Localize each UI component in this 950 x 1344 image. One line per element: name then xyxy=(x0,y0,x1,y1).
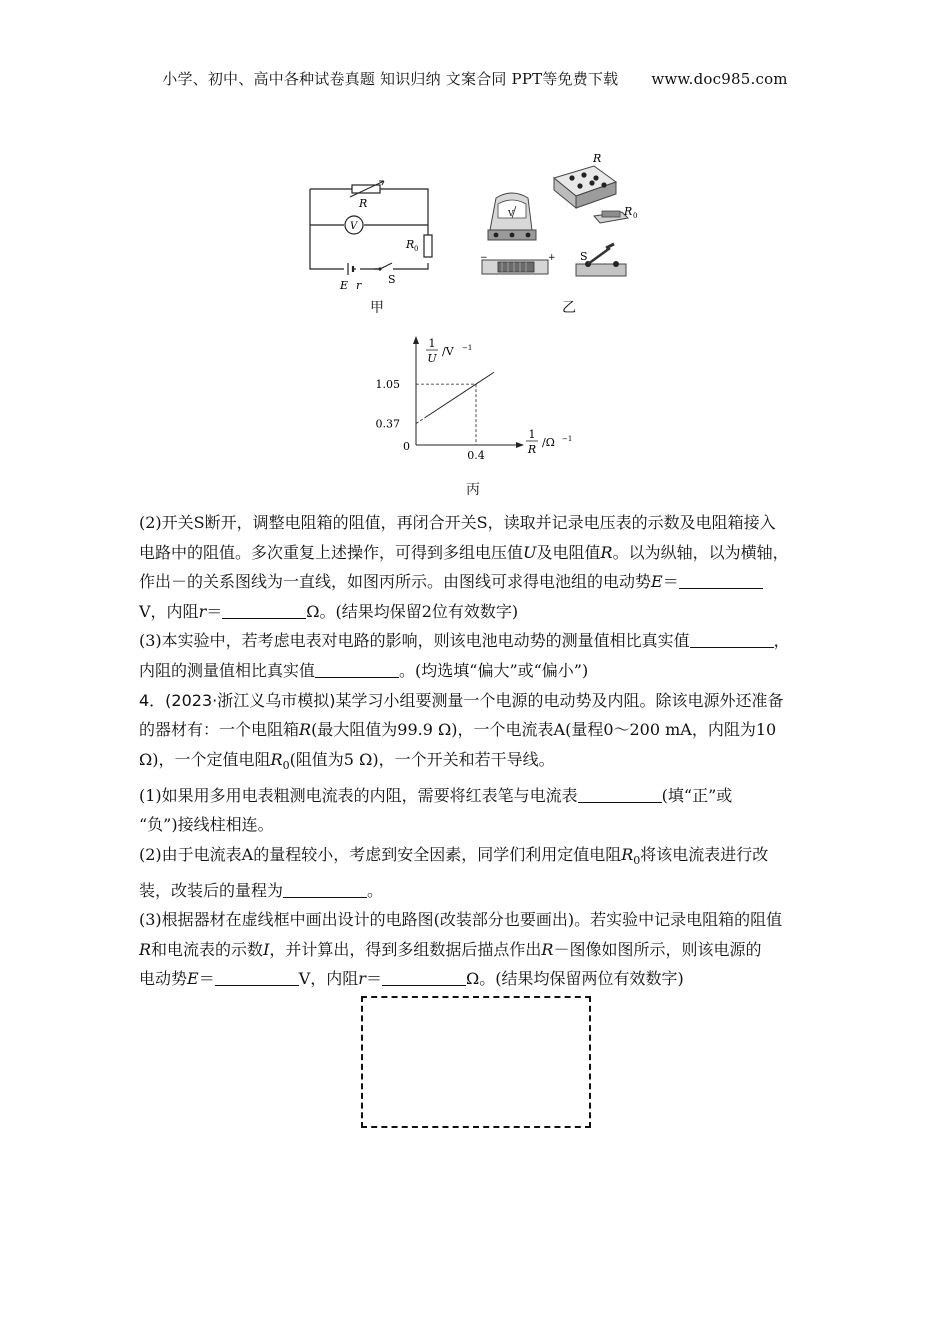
paragraph: V，内阻r＝ Ω。(结果均保留2位有效数字) xyxy=(139,601,519,621)
label-batt-plus: + xyxy=(548,253,556,263)
label-R: R xyxy=(359,197,368,210)
y-axis-label-exp: −1 xyxy=(462,344,473,352)
y-axis-arrow xyxy=(413,336,419,344)
label-meter-V: V xyxy=(508,209,514,218)
x-axis-label-num: 1 xyxy=(528,428,536,441)
paragraph: (3)本实验中，若考虑电表对电路的影响，则该电池电动势的测量值相比真实值 ， xyxy=(139,631,790,651)
answer-blank-r-bias[interactable] xyxy=(315,659,399,678)
tick-label-1-05: 1.05 xyxy=(375,378,400,392)
paragraph: 装，改装后的量程为 。 xyxy=(139,880,384,900)
y-axis-label-unit: /V xyxy=(442,345,454,358)
extrapolated-segment xyxy=(416,418,425,424)
header-url: www.doc985.com xyxy=(651,70,788,88)
tick-label-origin: 0 xyxy=(403,440,410,453)
label-R0-sub: 0 xyxy=(414,245,419,253)
paragraph: R和电流表的示数I，并计算出，得到多组数据后描点作出R－图像如图所示，则该电源的 xyxy=(139,939,762,959)
answer-blank-resistance-2[interactable] xyxy=(382,967,466,986)
y-axis-label-num: 1 xyxy=(428,337,436,350)
paragraph: 电动势E＝ V，内阻r＝ Ω。(结果均保留两位有效数字) xyxy=(139,969,684,989)
caption-bing: 丙 xyxy=(466,482,480,498)
header-text: 小学、初中、高中各种试卷真题 知识归纳 文案合同 PPT等免费下载 xyxy=(162,70,619,88)
apparatus-picture-yi xyxy=(476,148,646,288)
paragraph: (1)如果用多用电表粗测电流表的内阻，需要将红表笔与电流表 (填“正”或 xyxy=(139,785,733,805)
circuit-drawing-box[interactable] xyxy=(361,996,591,1128)
answer-blank-range[interactable] xyxy=(283,879,367,898)
label-V: V xyxy=(350,221,358,232)
paragraph: 作出－的关系图线为一直线，如图丙所示。由图线可求得电池组的电动势E＝ xyxy=(139,567,814,597)
y-axis-label-den: U xyxy=(427,352,437,365)
x-axis-arrow xyxy=(516,442,524,448)
paragraph: (2)由于电流表A的量程较小，考虑到安全因素，同学们利用定值电阻$R_0$将该电流表进行改 xyxy=(139,844,769,867)
answer-blank-terminal[interactable] xyxy=(578,784,662,803)
circuit-diagram-jia xyxy=(300,175,440,295)
paragraph: (3)根据器材在虚线框中画出设计的电路图(改装部分也要画出)。若实验中记录电阻箱的阻值 xyxy=(139,910,783,930)
answer-blank-emf-2[interactable] xyxy=(215,967,299,986)
caption-jia: 甲 xyxy=(370,300,384,316)
x-axis-label-exp: −1 xyxy=(562,435,573,443)
answer-blank-emf-bias[interactable] xyxy=(690,629,774,648)
label-S: S xyxy=(388,273,396,286)
paragraph: 电路中的阻值。多次重复上述操作，可得到多组电压值U及电阻值R。以为纵轴，以为横轴， xyxy=(139,542,789,562)
chart-bing xyxy=(375,335,580,475)
x-axis-label-unit: /Ω xyxy=(542,436,555,449)
paragraph: (2)开关S断开，调整电阻箱的阻值，再闭合开关S，读取并记录电压表的示数及电阻箱接入 xyxy=(139,513,776,532)
label-yi-R0-sub: 0 xyxy=(633,212,638,220)
label-r: r xyxy=(356,279,362,292)
series-line xyxy=(425,372,494,417)
caption-yi: 乙 xyxy=(562,300,576,316)
answer-blank-resistance[interactable] xyxy=(222,600,306,619)
paragraph: “负”)接线柱相连。 xyxy=(139,815,274,835)
page-header xyxy=(0,68,950,89)
question-text xyxy=(139,508,814,994)
label-yi-S: S xyxy=(580,250,588,263)
paragraph: 内阻的测量值相比真实值 。(均选填“偏大”或“偏小”) xyxy=(139,660,589,680)
label-E: E xyxy=(340,279,349,292)
x-axis-label-den: R xyxy=(527,443,537,456)
answer-blank-emf[interactable] xyxy=(679,570,763,589)
paragraph: 的器材有：一个电阻箱R(最大阻值为99.9 Ω)，一个电流表A(量程0～200 mA，内阻为10 xyxy=(139,720,777,740)
label-batt-minus: − xyxy=(480,253,488,263)
label-R0: R xyxy=(406,238,415,251)
paragraph: Ω)，一个定值电阻$R_0$(阻值为5 Ω)，一个开关和若干导线。 xyxy=(139,749,555,772)
tick-label-0-37: 0.37 xyxy=(375,417,400,431)
label-box-R: R xyxy=(593,152,602,165)
tick-label-0-4: 0.4 xyxy=(467,449,485,462)
paragraph: 4．(2023·浙江义乌市模拟)某学习小组要测量一个电源的电动势及内阻。除该电源外还准备 xyxy=(139,690,784,710)
label-yi-R0: R xyxy=(624,205,633,218)
